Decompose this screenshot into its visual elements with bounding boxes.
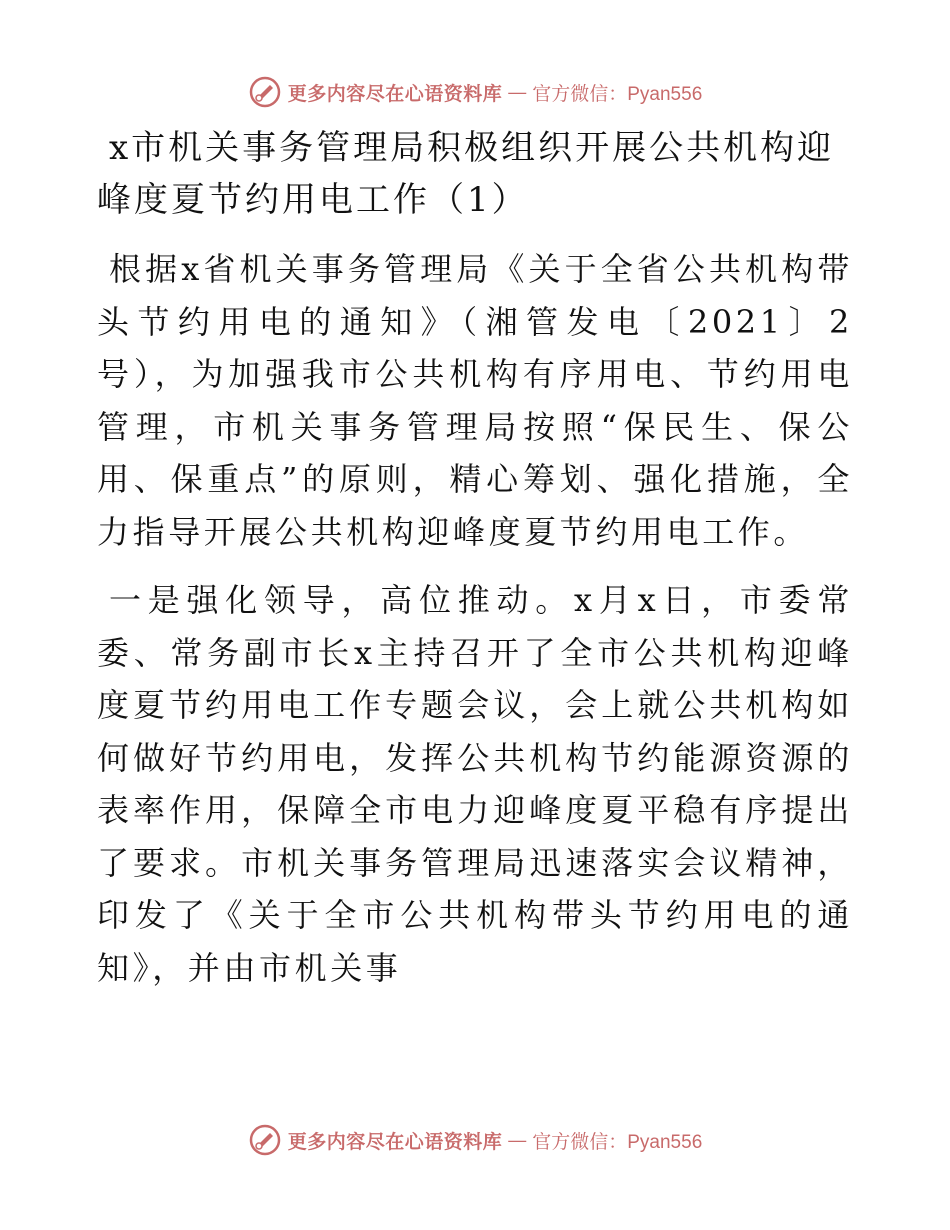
watermark-brand-text: 更多内容尽在心语资料库 <box>287 1130 503 1153</box>
footer-watermark <box>0 1120 950 1160</box>
header-watermark <box>0 72 950 112</box>
brand-logo-icon <box>248 75 282 109</box>
document-body <box>97 122 853 1010</box>
watermark-dash: — <box>508 1129 527 1150</box>
watermark-dash: — <box>508 81 527 102</box>
watermark-brand-text: 更多内容尽在心语资料库 <box>287 82 503 105</box>
watermark-wechat-text: 官方微信：Pyan556 <box>532 1131 703 1153</box>
paragraph-leadership: 一是强化领导，高位推动。x月x日，市委常委、常务副市长x主持召开了全市公共机构迎峰度夏节约用电工作专题会议，会上就公共机构如何做好节约用电，发挥公共机构节约能源资源的表率作用，保障全市电力迎峰度夏平稳有序提出了要求。市机关事务管理局迅速落实会议精神，印发了《关于全市公共机构带头节约用电的通知》，并由市机关事 <box>97 581 853 987</box>
paragraph-intro: 根据x省机关事务管理局《关于全省公共机构带头节约用电的通知》（湘管发电〔2021〕2号），为加强我市公共机构有序用电、节约用电管理，市机关事务管理局按照“保民生、保公用、保重点”的原则，精心筹划、强化措施，全力指导开展公共机构迎峰度夏节约用电工作。 <box>97 250 853 551</box>
watermark-wechat-text: 官方微信：Pyan556 <box>532 83 703 105</box>
document-title: x市机关事务管理局积极组织开展公共机构迎峰度夏节约用电工作（1） <box>97 128 835 220</box>
brand-logo-icon <box>248 1123 282 1157</box>
